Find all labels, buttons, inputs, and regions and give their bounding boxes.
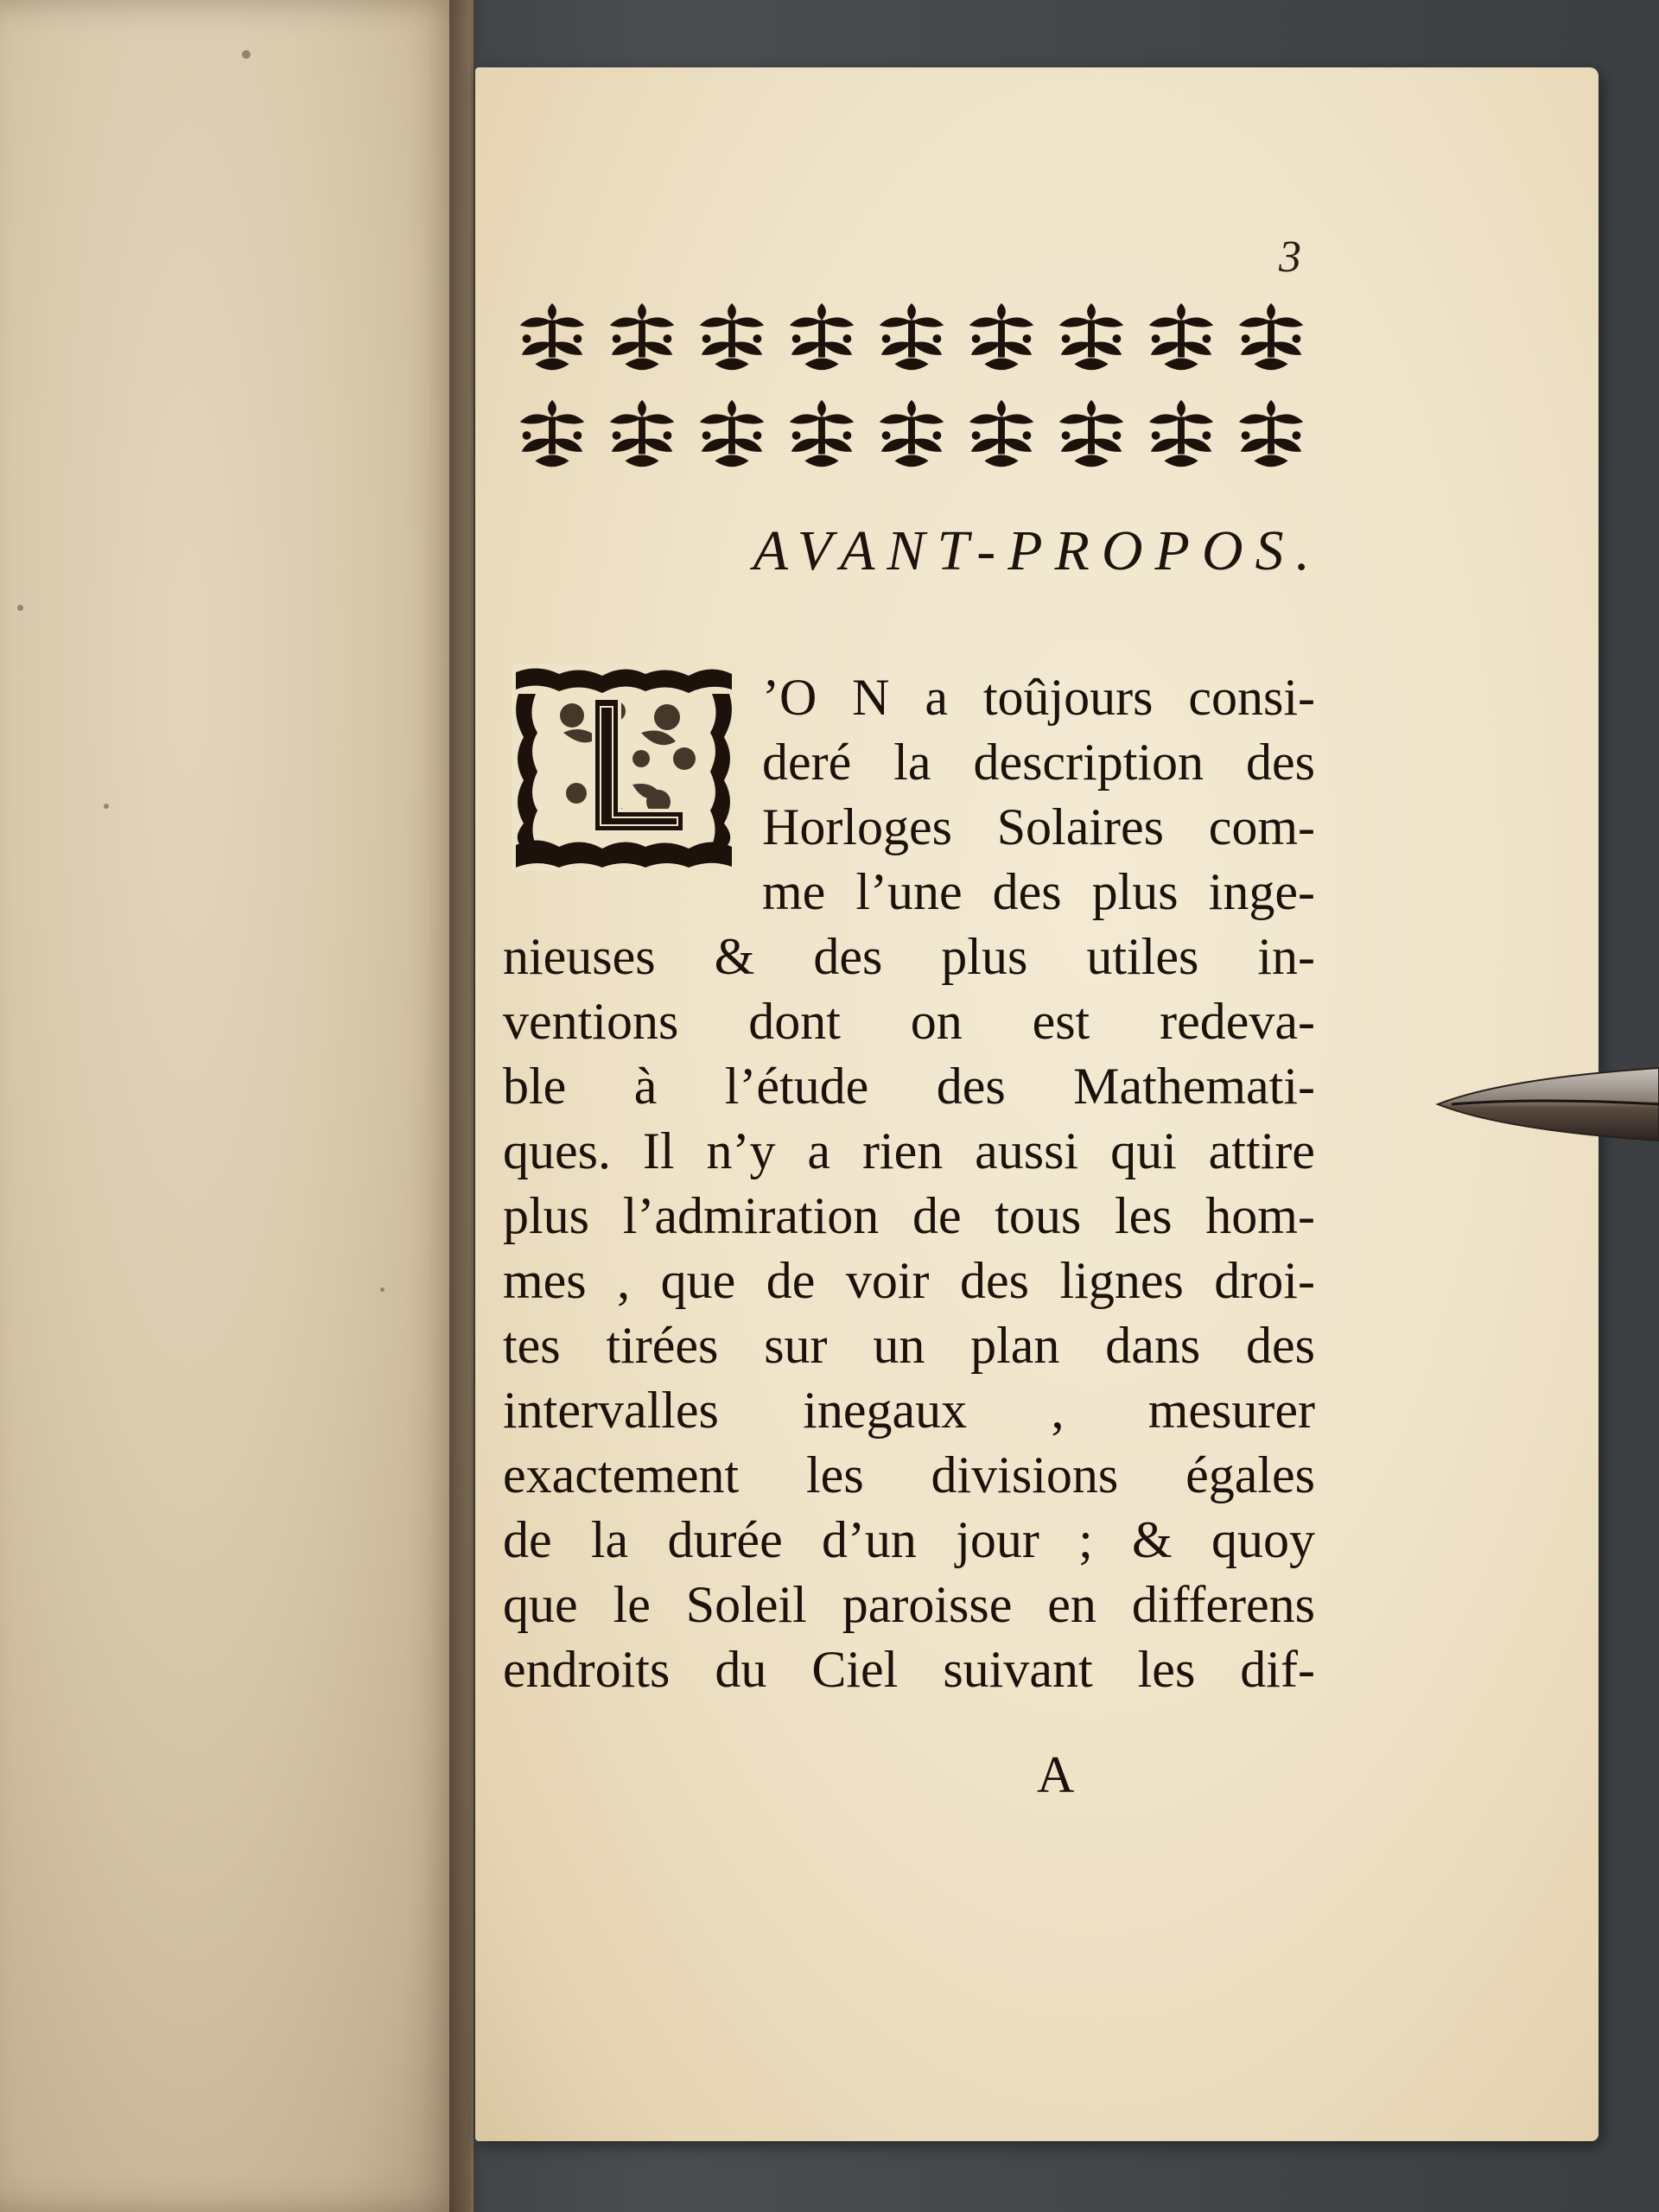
text-line [503, 1313, 1315, 1378]
word: Horloges [762, 798, 952, 855]
ornament-cell [1049, 389, 1134, 482]
word: de [766, 1252, 816, 1309]
text-line [503, 665, 1315, 730]
word: des [960, 1252, 1029, 1309]
fleuron-icon [690, 292, 774, 385]
word: tirées [606, 1317, 719, 1374]
text-line [503, 1573, 1315, 1637]
ornament-cell [600, 292, 684, 385]
word: la [590, 1511, 629, 1568]
paper-speck [104, 804, 109, 809]
word: N [852, 669, 890, 726]
word: le [613, 1576, 651, 1633]
word: mesurer [1147, 1382, 1315, 1439]
word: exactement [503, 1446, 740, 1503]
fleuron-icon [1139, 389, 1224, 482]
word: de [912, 1187, 962, 1244]
word: n’y [706, 1122, 776, 1179]
word: l’admiration [622, 1187, 880, 1244]
word: d’un [821, 1511, 917, 1568]
ornament-cell [959, 292, 1044, 385]
fleuron-icon [690, 389, 774, 482]
ornament-cell [1229, 292, 1313, 385]
word: des [1246, 1317, 1315, 1374]
fleuron-icon [1139, 292, 1224, 385]
ornament-cell [869, 292, 954, 385]
word: & [1132, 1511, 1173, 1568]
paper-speck [17, 605, 23, 611]
word: & [714, 928, 755, 985]
word: toûjours [982, 669, 1154, 726]
heading [0, 518, 1659, 584]
word: plus [503, 1187, 590, 1244]
paper-speck [242, 50, 251, 59]
word: l’une [855, 863, 963, 920]
body-text [503, 665, 1315, 1702]
word: Il [642, 1122, 675, 1179]
word: , [617, 1252, 631, 1309]
ornament-cell [779, 389, 864, 482]
word: suivant [943, 1641, 1093, 1698]
word: differens [1131, 1576, 1315, 1633]
ornament-cell [510, 389, 594, 482]
ornament-cell [869, 389, 954, 482]
word: inge- [1208, 863, 1315, 920]
word: des [992, 863, 1062, 920]
text-line [503, 1508, 1315, 1573]
text-line [503, 989, 1315, 1054]
fleuron-icon [1229, 292, 1313, 385]
ornament-band [510, 292, 1313, 482]
word: l’étude [724, 1058, 869, 1115]
pen-tip-bookmark [1434, 1061, 1659, 1147]
word: les [806, 1446, 864, 1503]
text-line [503, 795, 1315, 860]
page-number: 3 [1279, 232, 1301, 282]
word: redeva- [1160, 993, 1315, 1050]
word: Solaires [996, 798, 1164, 855]
word: Soleil [685, 1576, 807, 1633]
text-line [503, 860, 1315, 925]
text-line [503, 1249, 1315, 1313]
text-line [503, 1443, 1315, 1508]
text-line [503, 1378, 1315, 1443]
word: des [1245, 734, 1315, 791]
word: attire [1208, 1122, 1315, 1179]
pen-nib-icon [1434, 1061, 1659, 1147]
word: description [973, 734, 1205, 791]
word: ques. [503, 1122, 611, 1179]
text-line [503, 1637, 1315, 1702]
word: a [925, 669, 948, 726]
word: voir [845, 1252, 930, 1309]
ornament-cell [1049, 292, 1134, 385]
paper-speck [380, 1287, 385, 1292]
word: plus [941, 928, 1028, 985]
fleuron-icon [510, 389, 594, 482]
ornament-cell [1229, 389, 1313, 482]
word: de [503, 1511, 552, 1568]
word: la [893, 734, 931, 791]
text-line [503, 1184, 1315, 1249]
word: en [1047, 1576, 1096, 1633]
fleuron-icon [600, 292, 684, 385]
word: jour [956, 1511, 1039, 1568]
word: que [660, 1252, 736, 1309]
word: est [1032, 993, 1090, 1050]
word: les [1137, 1641, 1196, 1698]
word: dif- [1240, 1641, 1315, 1698]
fleuron-icon [510, 292, 594, 385]
text-line [503, 1054, 1315, 1119]
word: Mathemati- [1073, 1058, 1315, 1115]
ornament-cell [690, 292, 774, 385]
word: me [762, 863, 826, 920]
text-line [503, 1119, 1315, 1184]
ornament-cell [959, 389, 1044, 482]
word: ventions [503, 993, 679, 1050]
word: nieuses [503, 928, 656, 985]
word: aussi [975, 1122, 1079, 1179]
ornament-cell [1139, 389, 1224, 482]
word: hom- [1205, 1187, 1315, 1244]
word: lignes [1059, 1252, 1184, 1309]
word: à [633, 1058, 658, 1115]
word: ble [503, 1058, 567, 1115]
fleuron-icon [959, 292, 1044, 385]
word: com- [1208, 798, 1315, 855]
word: Ciel [811, 1641, 899, 1698]
word: plus [1091, 863, 1179, 920]
word: que [503, 1576, 578, 1633]
word: dont [748, 993, 841, 1050]
word: égales [1185, 1446, 1315, 1503]
ornament-cell [690, 389, 774, 482]
word: des [813, 928, 883, 985]
word: des [936, 1058, 1006, 1115]
fleuron-icon [869, 389, 954, 482]
word: rien [861, 1122, 944, 1179]
word: paroisse [842, 1576, 1013, 1633]
text-line [503, 730, 1315, 795]
word: tous [995, 1187, 1082, 1244]
word: divisions [931, 1446, 1119, 1503]
text-line [503, 925, 1315, 989]
word: ; [1078, 1511, 1093, 1568]
word: dans [1105, 1317, 1201, 1374]
ornament-cell [600, 389, 684, 482]
fleuron-icon [1049, 389, 1134, 482]
left-blank-page [0, 0, 474, 2212]
fleuron-icon [1049, 292, 1134, 385]
ornament-cell [779, 292, 864, 385]
word: mes [503, 1252, 587, 1309]
fleuron-icon [869, 292, 954, 385]
word: a [807, 1122, 831, 1179]
ornament-cell [510, 292, 594, 385]
ornament-cell [1139, 292, 1224, 385]
word: droi- [1214, 1252, 1315, 1309]
word: un [873, 1317, 925, 1374]
word: du [715, 1641, 767, 1698]
fleuron-icon [779, 292, 864, 385]
heading-text: AVANT-PROPOS. [753, 519, 1322, 582]
word: quoy [1211, 1511, 1315, 1568]
word: in- [1257, 928, 1315, 985]
signature-mark: A [1037, 1746, 1075, 1803]
word: endroits [503, 1641, 671, 1698]
word: consi- [1188, 669, 1315, 726]
fleuron-icon [779, 389, 864, 482]
word: ’O [762, 669, 817, 726]
word: intervalles [503, 1382, 719, 1439]
word: qui [1110, 1122, 1177, 1179]
word: les [1114, 1187, 1173, 1244]
word: durée [667, 1511, 783, 1568]
word: plan [970, 1317, 1060, 1374]
fleuron-icon [1229, 389, 1313, 482]
word: deré [762, 734, 852, 791]
word: , [1051, 1382, 1065, 1439]
word: sur [764, 1317, 828, 1374]
word: tes [503, 1317, 561, 1374]
fleuron-icon [600, 389, 684, 482]
word: inegaux [803, 1382, 968, 1439]
word: on [910, 993, 963, 1050]
fleuron-icon [959, 389, 1044, 482]
word: utiles [1086, 928, 1199, 985]
